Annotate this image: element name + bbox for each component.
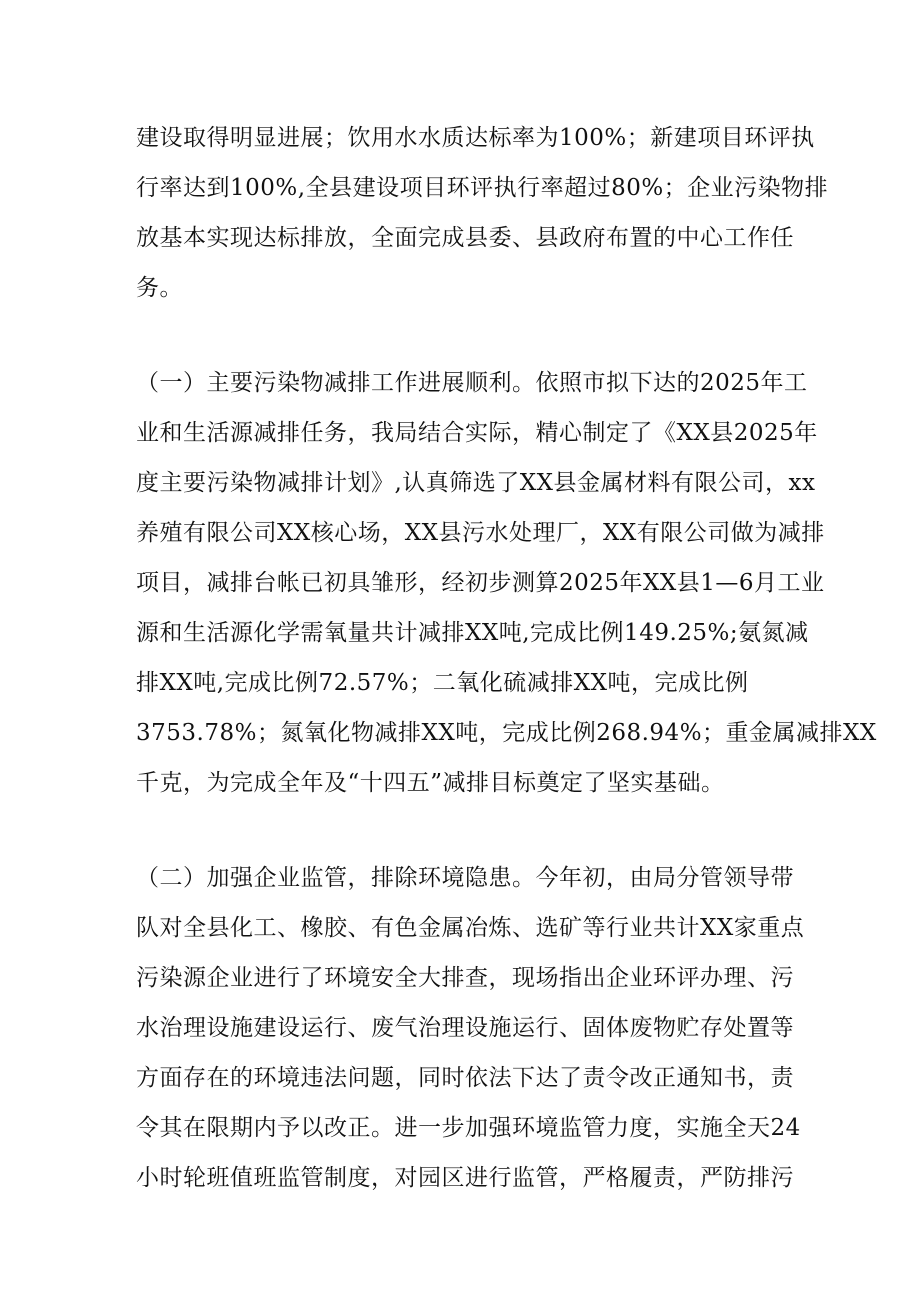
text-line: （一）主要污染物减排工作进展顺利。依照市拟下达的2025年工	[136, 370, 808, 396]
text-line: 行率达到100%,全县建设项目环评执行率超过80%；企业污染物排	[136, 175, 829, 201]
text-line: 务。	[136, 275, 183, 301]
text-line: 3753.78%；氮氧化物减排XX吨，完成比例268.94%；重金属减排XX	[136, 720, 877, 746]
text-line: 队对全县化工、橡胶、有色金属冶炼、选矿等行业共计XX家重点	[136, 915, 805, 941]
text-line: 污染源企业进行了环境安全大排查，现场指出企业环评办理、污	[136, 965, 794, 991]
text-line: 建设取得明显进展；饮用水水质达标率为100%；新建项目环评执	[136, 125, 815, 151]
text-line: 项目，减排台帐已初具雏形，经初步测算2025年XX县1—6月工业	[136, 570, 825, 596]
text-line: 千克，为完成全年及“十四五”减排目标奠定了坚实基础。	[136, 770, 725, 796]
text-line: 养殖有限公司XX核心场，XX县污水处理厂，XX有限公司做为减排	[136, 520, 825, 546]
text-line: 令其在限期内予以改正。进一步加强环境监管力度，实施全天24	[136, 1115, 801, 1141]
text-line: 放基本实现达标排放，全面完成县委、县政府布置的中心工作任	[136, 225, 794, 251]
text-line: 排XX吨,完成比例72.57%；二氧化硫减排XX吨，完成比例	[136, 670, 749, 696]
text-line: （二）加强企业监管，排除环境隐患。今年初，由局分管领导带	[136, 865, 794, 891]
text-line: 水治理设施建设运行、废气治理设施运行、固体废物贮存处置等	[136, 1015, 794, 1041]
text-line: 度主要污染物减排计划》,认真筛选了XX县金属材料有限公司，xx	[136, 470, 816, 496]
text-line: 方面存在的环境违法问题，同时依法下达了责令改正通知书，责	[136, 1065, 794, 1091]
text-line: 源和生活源化学需氧量共计减排XX吨,完成比例149.25%;氨氮减	[136, 620, 809, 646]
text-line: 业和生活源减排任务，我局结合实际，精心制定了《XX县2025年	[136, 420, 818, 446]
text-line: 小时轮班值班监管制度，对园区进行监管，严格履责，严防排污	[136, 1165, 794, 1191]
